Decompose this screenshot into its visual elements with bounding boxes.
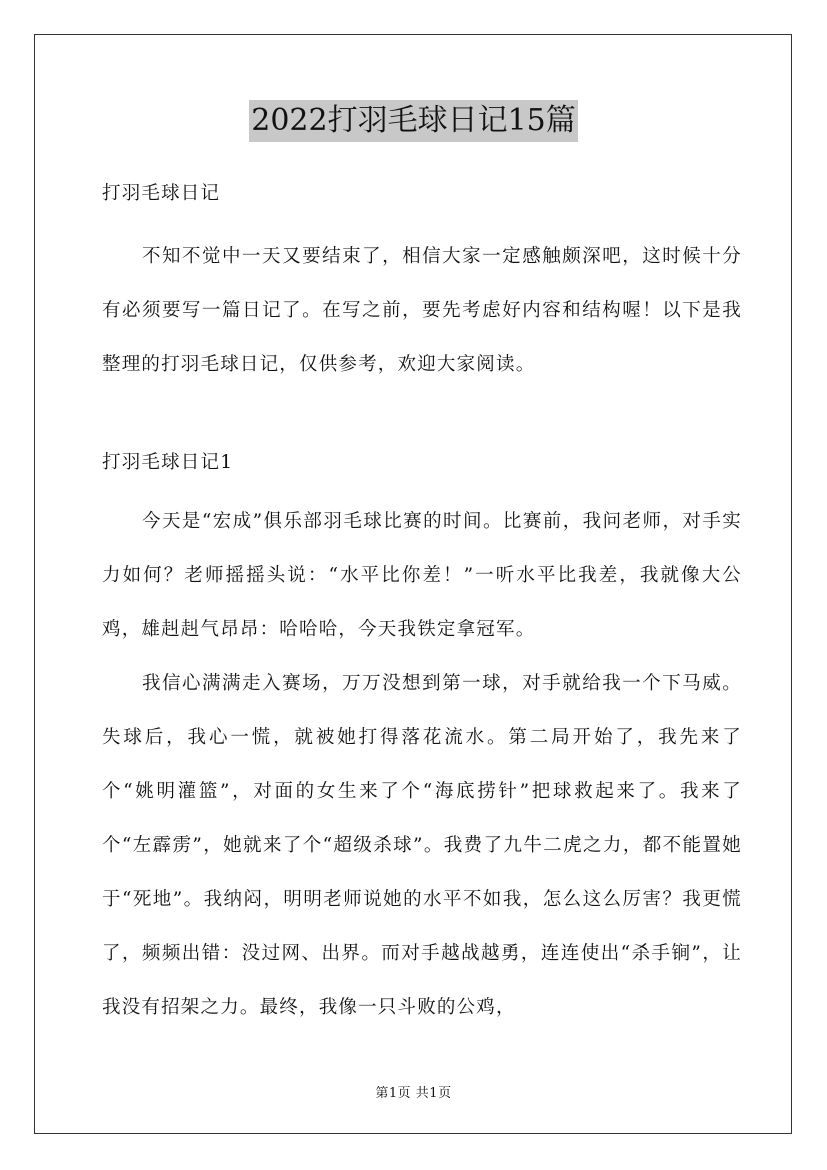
document-title: 2022打羽毛球日记15篇	[249, 100, 578, 142]
diary-1-heading: 打羽毛球日记1	[102, 452, 234, 473]
document-body	[102, 176, 742, 1035]
diary-1-paragraph-1: 今天是“宏成”俱乐部羽毛球比赛的时间。比赛前，我问老师，对手实力如何？老师摇摇头说：“水平比你差！”一听水平比我差，我就像大公鸡，雄赳赳气昂昂：哈哈哈，今天我铁定拿冠军。	[102, 511, 742, 640]
diary-1-paragraph-2: 我信心满满走入赛场，万万没想到第一球，对手就给我一个下马威。失球后，我心一慌，就被她打得落花流水。第二局开始了，我先来了个“姚明灌篮”，对面的女生来了个“海底捞针”把球救起来了。我来了个“左霹雳”，她就来了个“超级杀球”。我费了九牛二虎之力，都不能置她于“死地”。我纳闷，明明老师说她的水平不如我，怎么这么厉害？我更慌了，频频出错：没过网、出界。而对手越战越勇，连连使出“杀手锏”，让我没有招架之力。最终，我像一只斗败的公鸡，	[102, 673, 742, 1018]
intro-paragraph: 不知不觉中一天又要结束了，相信大家一定感触颇深吧，这时候十分有必须要写一篇日记了。在写之前，要先考虑好内容和结构喔！以下是我整理的打羽毛球日记，仅供参考，欢迎大家阅读。	[102, 246, 742, 375]
intro-heading: 打羽毛球日记	[102, 183, 221, 204]
page-footer: 第1页 共1页	[375, 1086, 452, 1101]
title-container	[0, 100, 827, 142]
